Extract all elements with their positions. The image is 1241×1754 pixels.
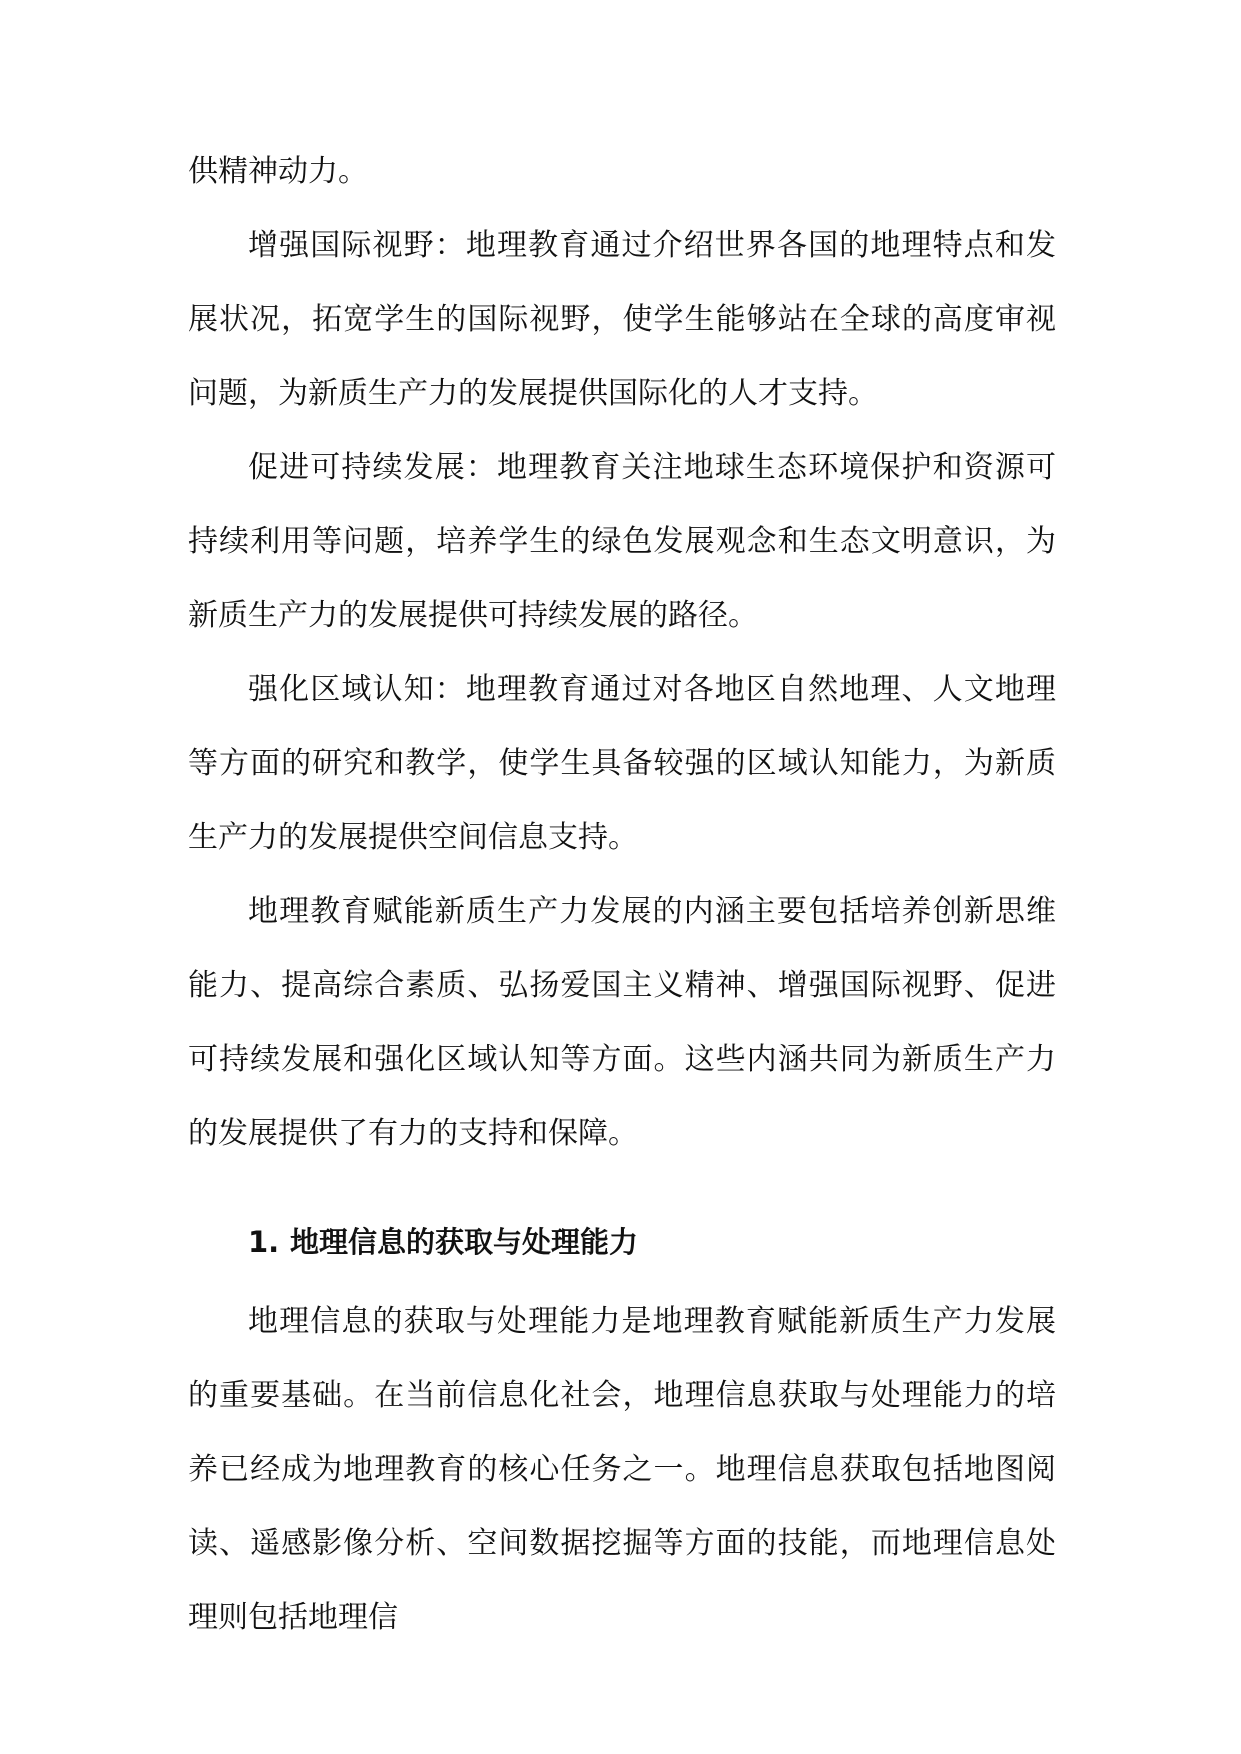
continuation-text: 供精神动力。 bbox=[188, 154, 368, 189]
paragraph-summary: 地理教育赋能新质生产力发展的内涵主要包括培养创新思维能力、提高综合素质、弘扬爱国主义精神、增强国际视野、促进可持续发展和强化区域认知等方面。这些内涵共同为新质生产力的发展提供了有力的支持和保障。 bbox=[188, 894, 1056, 1151]
paragraph-international-vision: 增强国际视野：地理教育通过介绍世界各国的地理特点和发展状况，拓宽学生的国际视野，使学生能够站在全球的高度审视问题，为新质生产力的发展提供国际化的人才支持。 bbox=[188, 228, 1056, 411]
section-heading bbox=[248, 1220, 638, 1264]
paragraph-geographic-information: 地理信息的获取与处理能力是地理教育赋能新质生产力发展的重要基础。在当前信息化社会，地理信息获取与处理能力的培养已经成为地理教育的核心任务之一。地理信息获取包括地图阅读、遥感影像分析、空间数据挖掘等方面的技能，而地理信息处理则包括地理信 bbox=[188, 1304, 1056, 1635]
section-title: 地理信息的获取与处理能力 bbox=[290, 1225, 639, 1259]
section-number: 1. bbox=[248, 1225, 280, 1259]
paragraph-sustainable-development: 促进可持续发展：地理教育关注地球生态环境保护和资源可持续利用等问题，培养学生的绿色发展观念和生态文明意识，为新质生产力的发展提供可持续发展的路径。 bbox=[188, 450, 1056, 633]
paragraph-regional-cognition: 强化区域认知：地理教育通过对各地区自然地理、人文地理等方面的研究和教学，使学生具备较强的区域认知能力，为新质生产力的发展提供空间信息支持。 bbox=[188, 672, 1056, 855]
